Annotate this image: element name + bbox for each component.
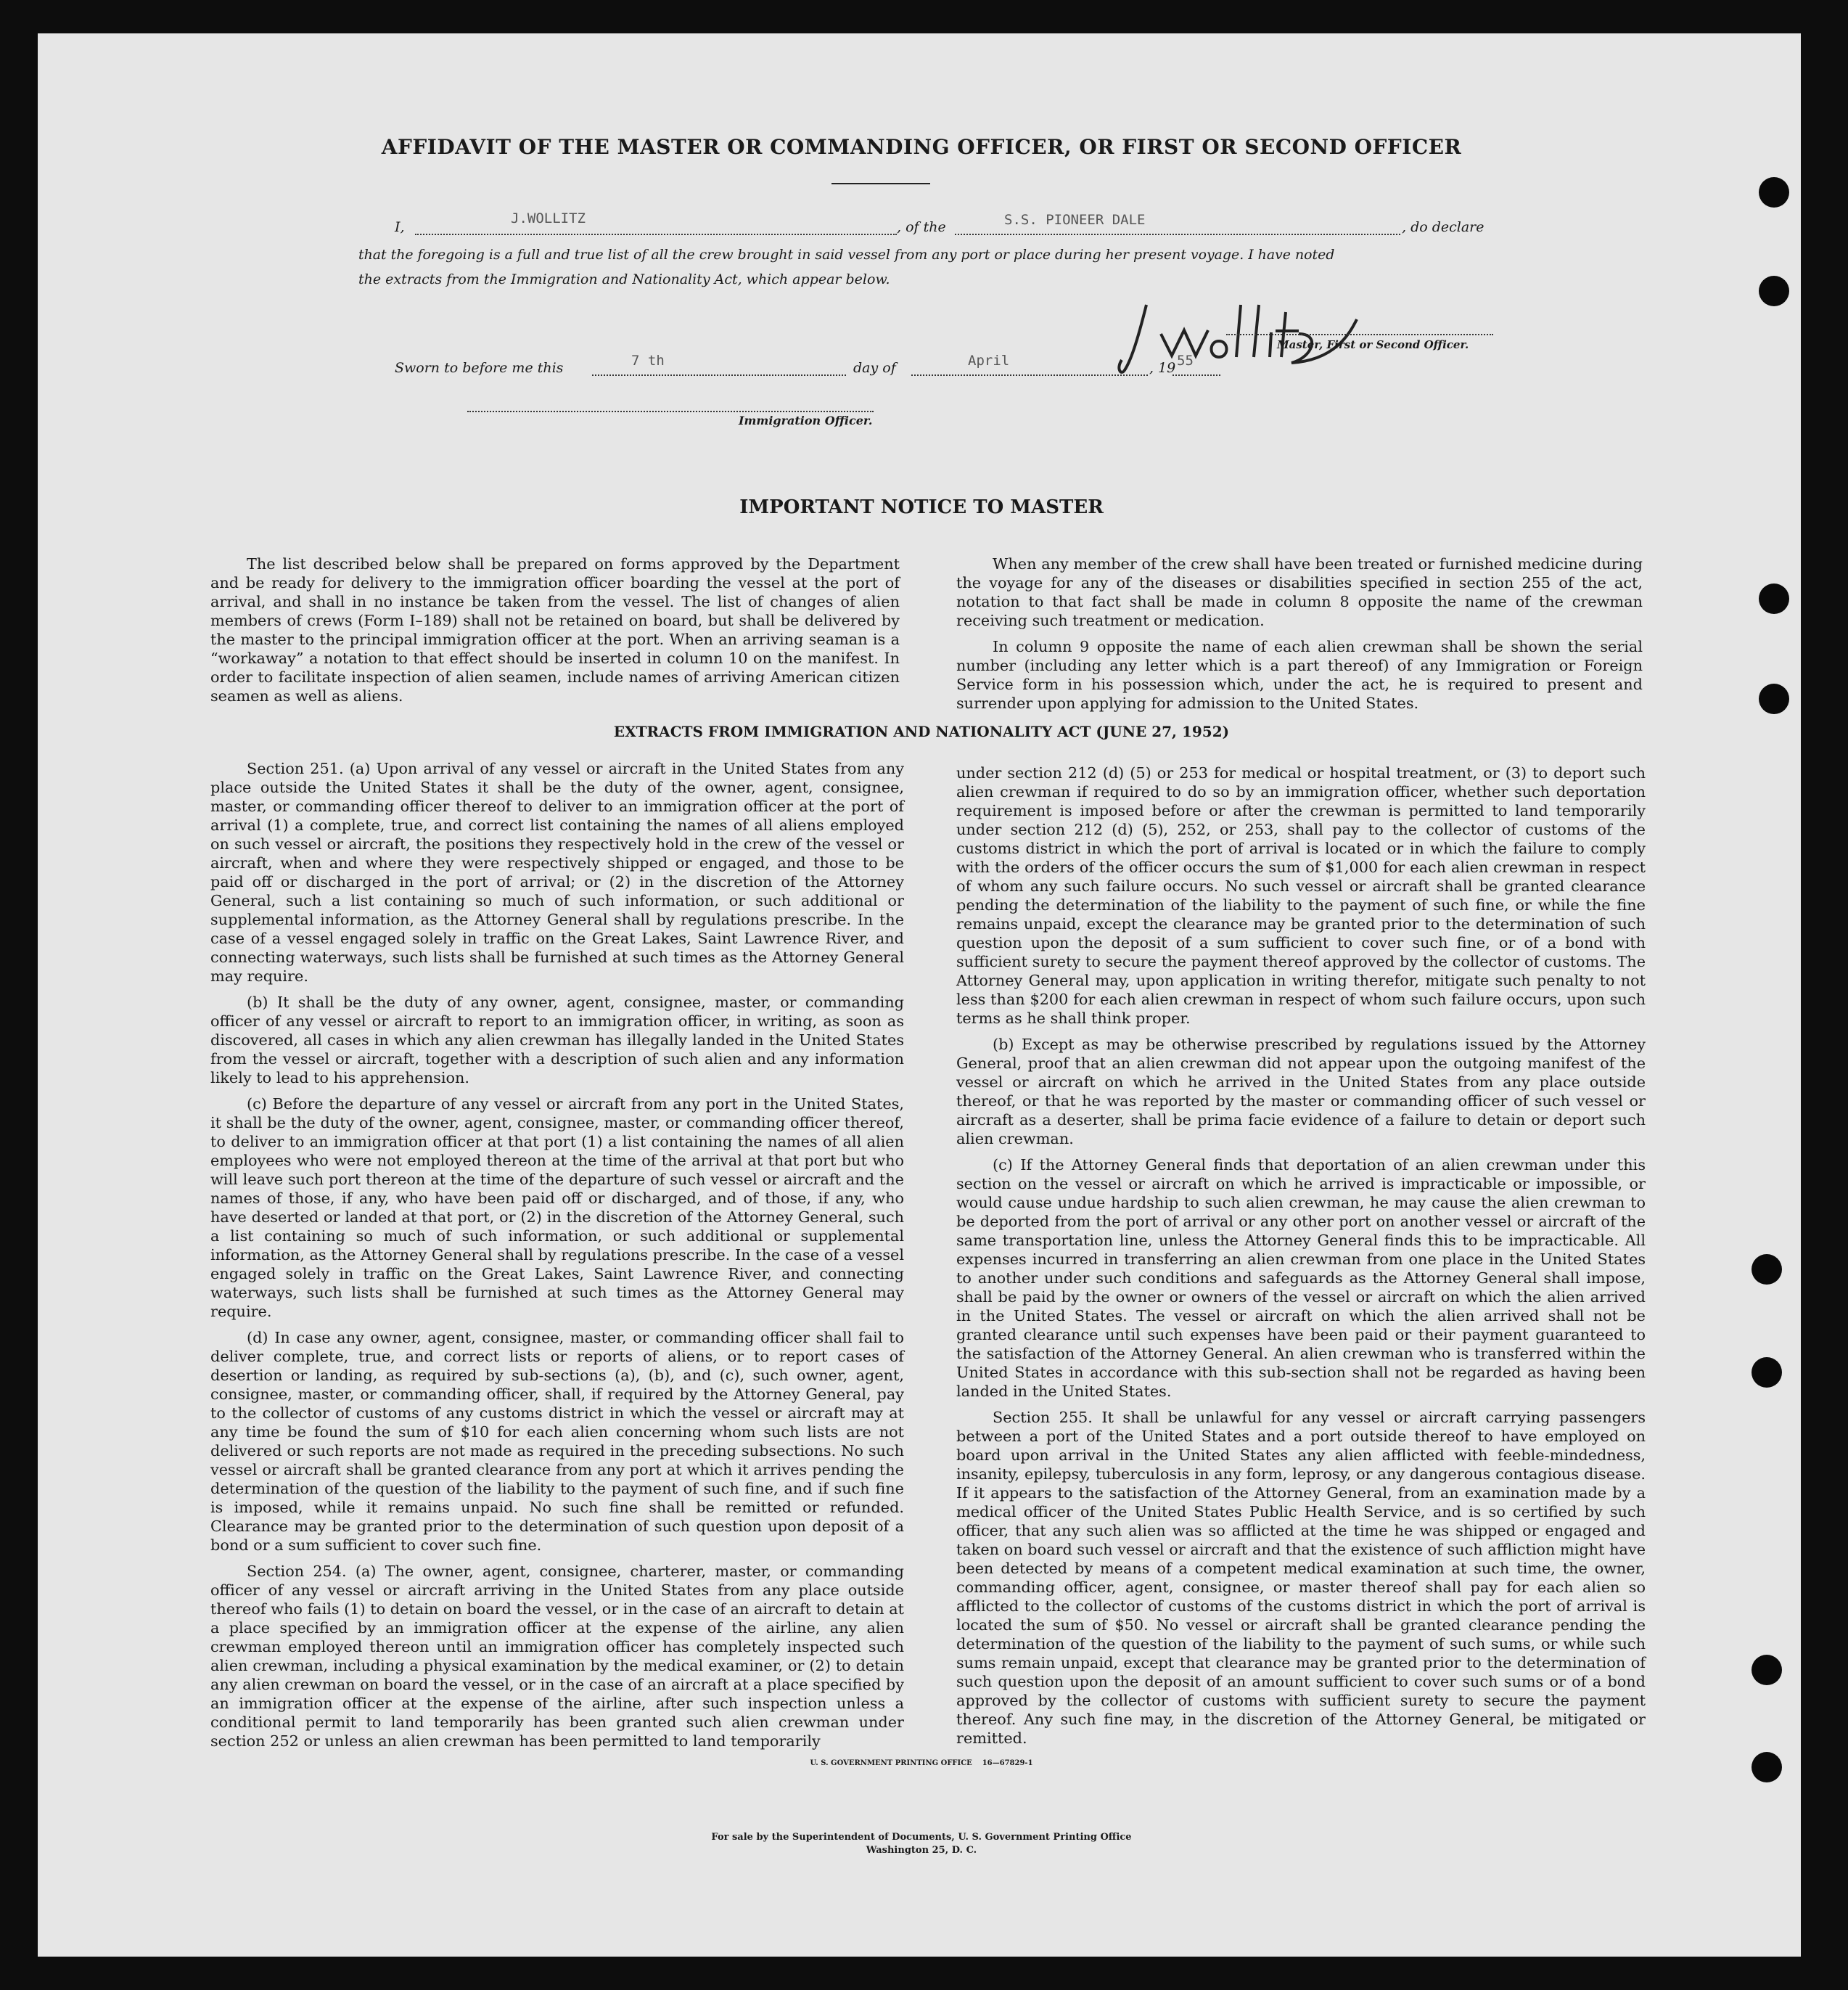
extract-paragraph: (b) It shall be the duty of any owner, agent, consignee, master, or commanding officer of any vessel or aircraft to report to an immigration officer, in writing, as soon as discovered, all cases in which any alien crewman has illegally landed in the United States from the vessel or aircraft, together with a description of such alien and any information likely to lead to his apprehension. (210, 994, 904, 1086)
signature-line (1226, 319, 1493, 335)
extract-paragraph: under section 212 (d) (5) or 253 for medical or hospital treatment, or (3) to deport such alien crewman if required to do so by an immigration officer, whether such deportation requirement is imposed before or after the crewman is permitted to land temporarily under section 212 (d) (5), 252, or 253, shall pay to the collector of customs of the customs district in which the port of arrival is located or in which the failure to comply with the orders of the officer occurs the sum of $1,000 for each alien crewman in respect of whom any such failure occurs. No such vessel or aircraft shall be granted clearance pending the determination of the liability to the payment of such fine, or while the fine remains unpaid, except the clearance may be granted prior to the determination of such question upon the deposit of a sum sufficient to cover such fine, or of a bond with sufficient surety to secure the payment thereof approved by the collector of customs. The Attorney General may, upon application in writing therefor, mitigate such penalty to not less than $200 for each alien crewman in respect of whom such failure occurs, upon such terms as he shall think proper. (956, 764, 1646, 1027)
day-field[interactable] (592, 356, 846, 376)
extracts-right-column (956, 763, 1646, 1755)
notice-left-column (210, 554, 900, 705)
title-divider (831, 183, 930, 184)
extract-paragraph: (b) Except as may be otherwise prescribed by regulations issued by the Attorney General, proof that an alien crewman did not appear upon the outgoing manifest of the vessel or aircraft on which he arrived in the United States from any place outside thereof, or that he was reported by the master or commanding officer of such vessel or aircraft as a deserter, shall be prima facie evidence of a failure to detain or deport such alien crewman. (956, 1036, 1646, 1147)
month-field[interactable] (911, 356, 1148, 376)
notice-right-paragraph-2: In column 9 opposite the name of each alien crewman shall be shown the serial number (including any letter which is a part thereof) of any Immigration or Foreign Service form in his possession which, under the act, he is required to present and surrender upon applying for admission to the United States. (956, 638, 1643, 712)
affidavit-title: AFFIDAVIT OF THE MASTER OR COMMANDING OFFICER, OR FIRST OR SECOND OFFICER (381, 135, 1462, 159)
of-the-label: , of the (897, 219, 946, 235)
i-label: I, (395, 219, 405, 235)
year-value: 55 (1177, 353, 1194, 369)
extract-paragraph: Section 255. It shall be unlawful for any vessel or aircraft carrying passengers between a port of the United States and a port outside thereof to have employed on board upon arrival in the United States any alien afflicted with feeble-mindedness, insanity, epilepsy, tuberculosis in any form, leprosy, or any dangerous contagious disease. If it appears to the satisfaction of the Attorney General, from an examination made by a medical officer of the United States Public Health Service, and is so certified by such officer, that any such alien was so afflicted at the time he was shipped or engaged and taken on board such vessel or aircraft and that the existence of such affliction might have been detected by means of a competent medical examination at such time, the owner, commanding officer, agent, consignee, or master thereof shall pay for each alien so afflicted to the collector of customs of the customs district in which the port of arrival is located the sum of $50. No vessel or aircraft shall be granted clearance pending the determination of the question of the liability to the payment of such sums, or while such sums remain unpaid, except that clearance may be granted prior to the determination of such question upon the deposit of an amount sufficient to cover such sums or of a bond approved by the collector of customs with sufficient surety to secure the payment thereof. Any such fine may, in the discretion of the Attorney General, be mitigated or remitted. (956, 1409, 1646, 1747)
extracts-title: EXTRACTS FROM IMMIGRATION AND NATIONALITY ACT (JUNE 27, 1952) (613, 723, 1230, 740)
day-value: 7 th (631, 353, 665, 369)
notice-title: IMPORTANT NOTICE TO MASTER (739, 496, 1104, 518)
name-field[interactable] (415, 215, 897, 235)
vessel-value: S.S. PIONEER DALE (1004, 212, 1146, 228)
notice-right-column (956, 554, 1643, 720)
sworn-label: Sworn to before me this (395, 360, 564, 376)
immigration-officer-label: Immigration Officer. (739, 414, 873, 427)
printing-office-line: U. S. GOVERNMENT PRINTING OFFICE 16—67829-1 (810, 1759, 1033, 1767)
extract-paragraph: (d) In case any owner, agent, consignee, master, or commanding officer shall fail to deliver complete, true, and correct lists or reports of aliens, or to report cases of desertion or landing, as required by sub-sections (a), (b), and (c), such owner, agent, consignee, master, or commanding officer, shall, if required by the Attorney General, pay to the collector of customs of any customs district in which the vessel or aircraft may at any time be found the sum of $10 for each alien concerning whom such lists are not delivered or such reports are not made as required in the preceding subsections. No such vessel or aircraft shall be granted clearance from any port at which it arrives pending the determination of the question of the liability to the payment of such fine, and if such fine is imposed, while it remains unpaid. No such fine shall be remitted or refunded. Clearance may be granted prior to the determination of such question upon deposit of a bond or a sum sufficient to cover such fine. (210, 1329, 904, 1554)
extract-paragraph: Section 251. (a) Upon arrival of any vessel or aircraft in the United States from any place outside the United States it shall be the duty of the owner, agent, consignee, master, or commanding officer thereof to deliver to an immigration officer at the port of arrival (1) a complete, true, and correct list containing the names of all aliens employed on such vessel or aircraft, the positions they respectively hold in the crew of the vessel or aircraft, when and where they were respectively shipped or engaged, and those to be paid off or discharged in the port of arrival; or (2) in the discretion of the Attorney General, such a list containing so much of such information, or such additional or supplemental information, as the Attorney General shall by regulations prescribe. In the case of a vessel engaged solely in traffic on the Great Lakes, Saint Lawrence River, and connecting waterways, such lists shall be furnished at such times as the Attorney General may require. (210, 760, 904, 985)
month-value: April (968, 353, 1010, 369)
immigration-officer-line[interactable] (467, 395, 874, 412)
notice-right-paragraph-1: When any member of the crew shall have been treated or furnished medicine during the voyage for any of the diseases or disabilities specified in section 255 of the act, notation to that fact shall be made in column 8 opposite the name of the crewman receiving such treatment or medication. (956, 555, 1643, 629)
day-of-label: day of (853, 360, 896, 376)
extracts-left-column (210, 759, 904, 1758)
do-declare-label: , do declare (1402, 219, 1484, 235)
for-sale-line-2: Washington 25, D. C. (866, 1845, 977, 1856)
extract-paragraph: (c) Before the departure of any vessel or aircraft from any port in the United States, it shall be the duty of the owner, agent, consignee, master, or commanding officer thereof, to deliver to an immigration officer at that port (1) a list containing the names of all alien employees who were not employed thereon at the time of the arrival at that port but who will leave such port thereon at the time of the departure of such vessel or aircraft and the names of those, if any, who have been paid off or discharged, and of those, if any, who have deserted or landed at that port, or (2) in the discretion of the Attorney General, such a list containing so much of such information, or such additional or supplemental information, as the Attorney General shall by regulations prescribe. In the case of a vessel engaged solely in traffic on the Great Lakes, Saint Lawrence River, and connecting waterways, such lists shall be furnished at such times as the Attorney General may require. (210, 1095, 904, 1320)
name-value: J.WOLLITZ (511, 210, 586, 226)
extract-paragraph: Section 254. (a) The owner, agent, consignee, charterer, master, or commanding officer of any vessel or aircraft arriving in the United States from any place outside thereof who fails (1) to detain on board the vessel, or in the case of an aircraft to detain at a place specified by an immigration officer at the expense of the airline, any alien crewman employed thereon until an immigration officer has completely inspected such alien crewman, including a physical examination by the medical examiner, or (2) to detain any alien crewman on board the vessel, or in the case of an aircraft at a place specified by an immigration officer at the expense of the airline, after such inspection unless a conditional permit to land temporarily has been granted such alien crewman under section 252 or unless an alien crewman has been permitted to land temporarily (210, 1563, 904, 1750)
extract-paragraph: (c) If the Attorney General finds that deportation of an alien crewman under this section on the vessel or aircraft on which he arrived is impracticable or impossible, or would cause undue hardship to such alien crewman, he may cause the alien crewman to be deported from the port of arrival or any other port on another vessel or aircraft of the same transportation line, unless the Attorney General finds this to be impracticable. All expenses incurred in transferring an alien crewman from one place in the United States to another under such conditions and safeguards as the Attorney General shall impose, shall be paid by the owner or owners of the vessel or aircraft on which the alien arrived in the United States. The vessel or aircraft on which the alien arrived shall not be granted clearance until such expenses have been paid or their payment guaranteed to the satisfaction of the Attorney General. An alien crewman who is transferred within the United States in accordance with this sub-section shall not be regarded as having been landed in the United States. (956, 1156, 1646, 1400)
declaration-line-1: that the foregoing is a full and true list of all the crew brought in said vessel from any port or place during her present voyage. I have noted (358, 247, 1335, 263)
declaration-line-2: the extracts from the Immigration and Nationality Act, which appear below. (358, 271, 890, 287)
for-sale-line-1: For sale by the Superintendent of Documents, U. S. Government Printing Office (711, 1832, 1132, 1843)
notice-left-paragraph: The list described below shall be prepared on forms approved by the Department and be ready for delivery to the immigration officer boarding the vessel at the port of arrival, and shall in no instance be taken from the vessel. The list of changes of alien members of crews (Form I–189) shall not be retained on board, but shall be delivered by the master to the principal immigration officer at the port. When an arriving seaman is a “workaway” a notation to that effect should be inserted in column 10 on the manifest. In order to facilitate inspection of alien seamen, include names of arriving American citizen seamen as well as aliens. (210, 555, 900, 705)
year-prefix: , 19 (1149, 360, 1176, 376)
officer-title: Master, First or Second Officer. (1277, 338, 1469, 351)
